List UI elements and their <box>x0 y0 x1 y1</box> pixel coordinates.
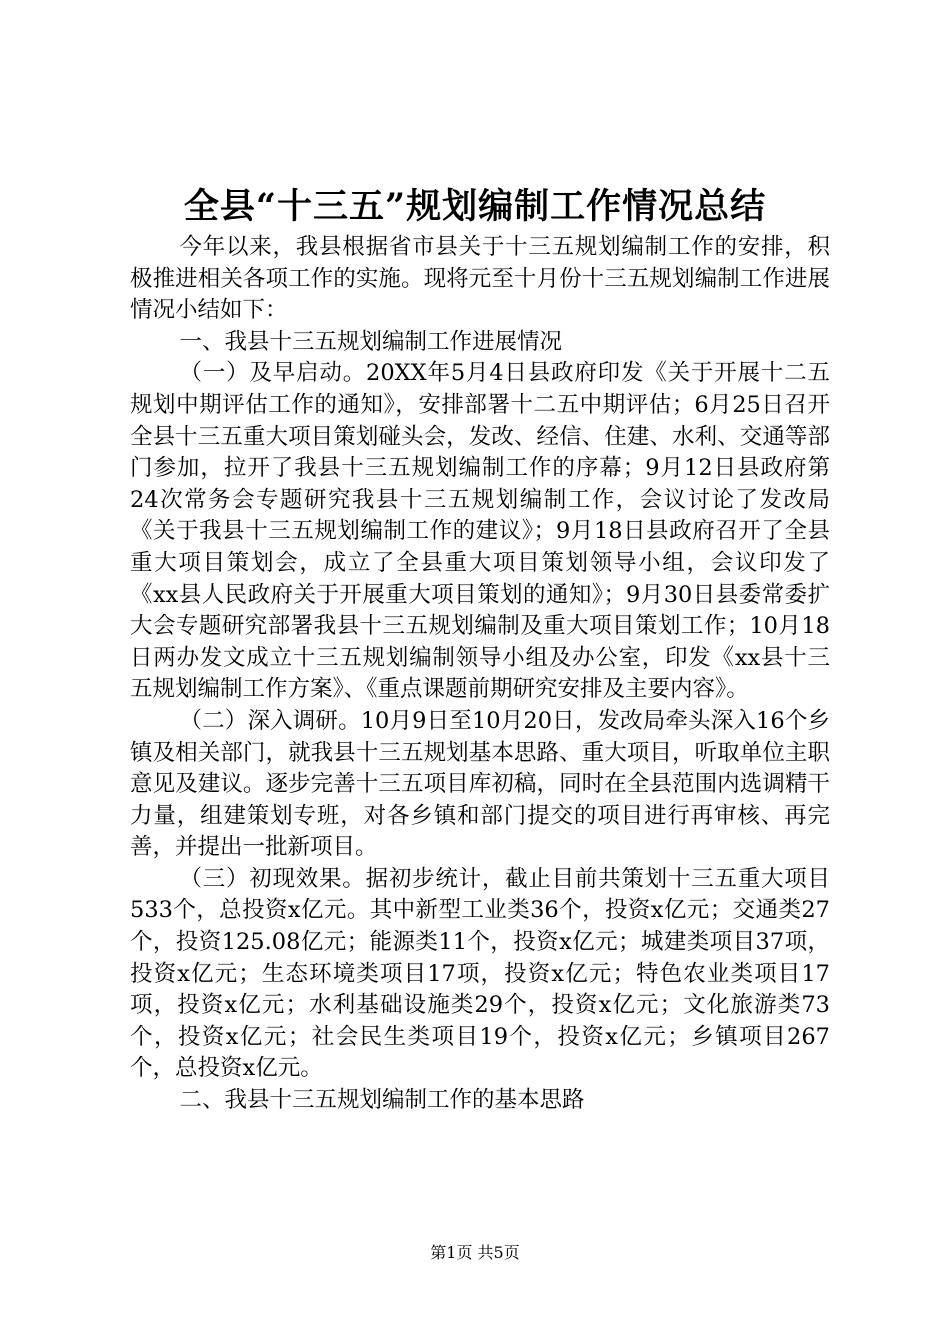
page-number-footer: 第1页 共5页 <box>430 1243 520 1262</box>
document-body <box>130 232 830 1117</box>
section-heading-2: 二、我县十三五规划编制工作的基本思路 <box>179 1087 585 1114</box>
intro-paragraph: 今年以来，我县根据省市县关于十三五规划编制工作的安排，积极推进相关各项工作的实施。现将元至十月份十三五规划编制工作进展情况小结如下： <box>130 234 830 324</box>
subsection-paragraph-1: （一）及早启动。20XX年5月4日县政府印发《关于开展十二五规划中期评估工作的通知》，安排部署十二五中期评估；6月25日召开全县十三五重大项目策划碰头会，发改、经信、住建、水利、交通等部门参加，拉开了我县十三五规划编制工作的序幕；9月12日县政府第24次常务会专题研究我县十三五规划编制工作，会议讨论了发改局《关于我县十三五规划编制工作的建议》；9月18日县政府召开了全县重大项目策划会，成立了全县重大项目策划领导小组，会议印发了《xx县人民政府关于开展重大项目策划的通知》；9月30日县委常委扩大会专题研究部署我县十三五规划编制及重大项目策划工作；10月18日两办发文成立十三五规划编制领导小组及办公室，印发《xx县十三五规划编制工作方案》、《重点课题前期研究安排及主要内容》。 <box>130 360 830 703</box>
subsection-paragraph-3: （三）初现效果。据初步统计，截止目前共策划十三五重大项目533个，总投资x亿元。其中新型工业类36个，投资x亿元；交通类27个，投资125.08亿元；能源类11个，投资x亿元；城建类项目37项，投资x亿元；生态环境类项目17项，投资x亿元；特色农业类项目17项，投资x亿元；水利基础设施类29个，投资x亿元；文化旅游类73个，投资x亿元；社会民生类项目19个，投资x亿元；乡镇项目267个，总投资x亿元。 <box>130 865 830 1082</box>
document-title: 全县“十三五”规划编制工作情况总结 <box>183 186 767 227</box>
subsection-paragraph-2: （二）深入调研。10月9日至10月20日，发改局牵头深入16个乡镇及相关部门，就我县十三五规划基本思路、重大项目，听取单位主职意见及建议。逐步完善十三五项目库初稿，同时在全县范围内选调精干力量，组建策划专班，对各乡镇和部门提交的项目进行再审核、再完善，并提出一批新项目。 <box>130 707 830 861</box>
section-heading-1: 一、我县十三五规划编制工作进展情况 <box>179 328 563 355</box>
